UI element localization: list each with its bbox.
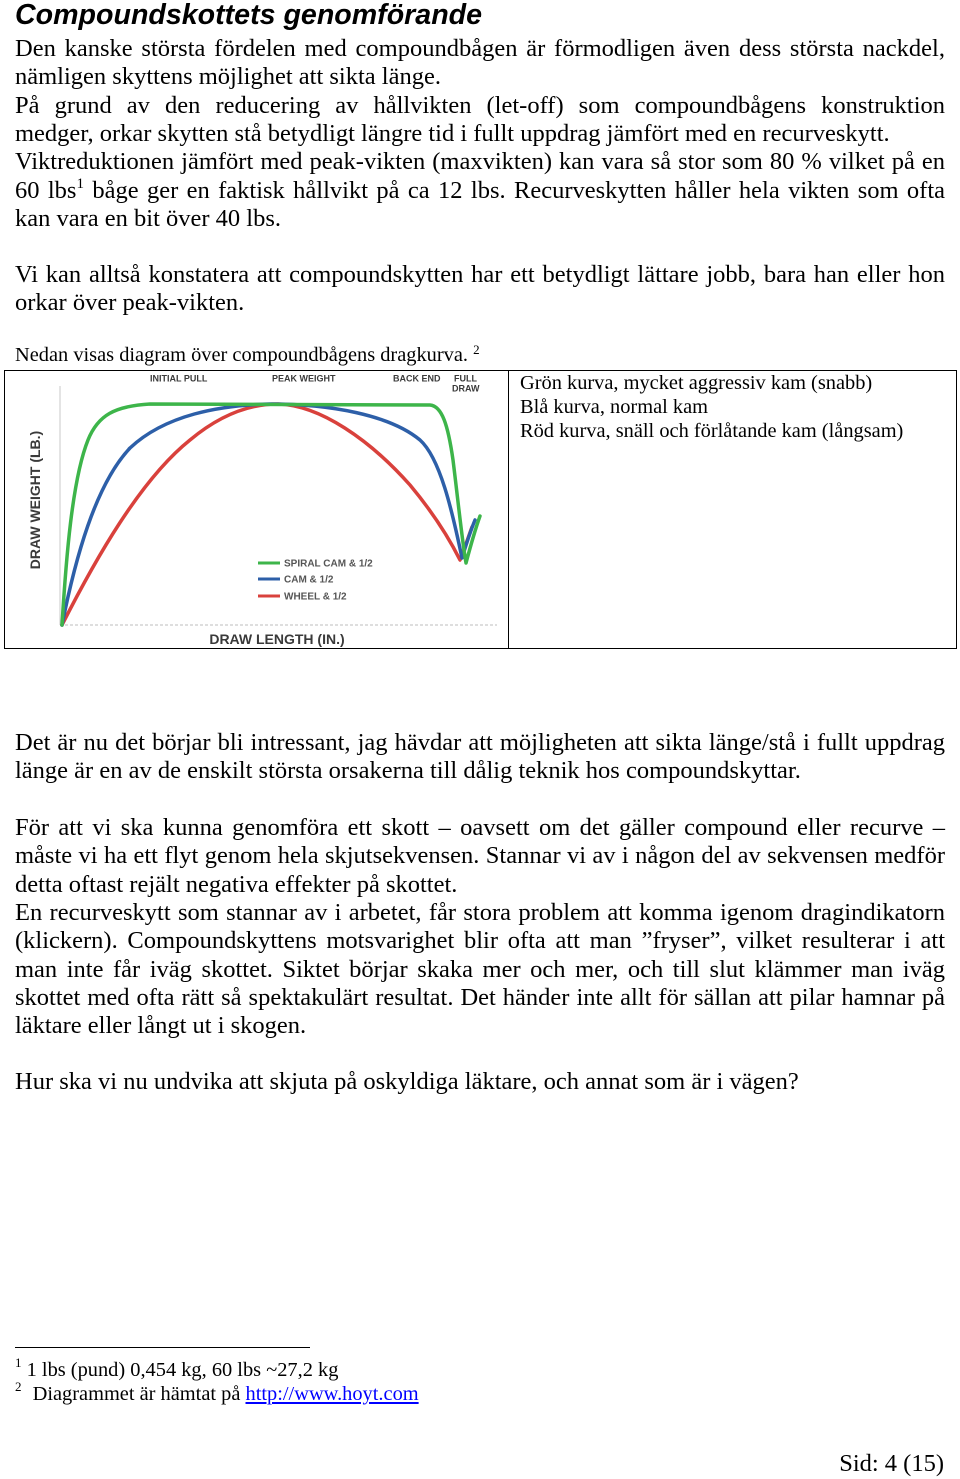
shot-sequence-section <box>15 814 945 1041</box>
phase-label-peak-weight: PEAK WEIGHT <box>272 373 336 384</box>
text-line: kan vara en bit över 40 lbs. <box>15 205 282 233</box>
y-axis-label: DRAW WEIGHT (LB.) <box>27 430 43 570</box>
text-line: För att vi ska kunna genomföra ett skott – oavsett om det gäller compound eller recurve – <box>15 814 945 841</box>
curve-explanation-blue: Blå kurva, normal kam <box>520 396 708 418</box>
text-line: man inte får iväg skottet. Siktet börjar skaka mer och mer, och till slut klämmer man iväg <box>15 955 945 983</box>
text-line: nämligen skyttens möjlighet att sikta länge. <box>15 63 441 91</box>
text-line <box>15 177 945 205</box>
paragraph-main-advantage <box>15 35 945 92</box>
phase-label-line: FULL <box>454 373 477 384</box>
text-line: skottet med ofta rätt så spektakulärt resultat. Det händer inte allt för sällan att pilar hamnar på <box>15 984 945 1012</box>
legend-label-wheel: WHEEL & 1/2 <box>284 591 347 603</box>
text-line: detta oftast rejält negativa effekter på skottet. <box>15 870 458 898</box>
text-line: medger, orkar skytten stå betydligt längre tid i fullt uppdrag jämfört med en recurveskytt. <box>15 120 890 148</box>
table-cell-divider <box>508 370 509 649</box>
text-line: länge är en av de enskilt största orsakerna till dålig teknik hos compoundskyttar. <box>15 757 801 785</box>
paragraph-question <box>15 1068 945 1096</box>
text-fragment: båge ger en faktisk hållvikt på ca 12 lbs. Recurveskytten håller hela vikten som ofta <box>83 176 945 204</box>
paragraph-let-off <box>15 92 945 149</box>
text-line: Vi kan alltså konstatera att compoundskytten har ett betydligt lättare jobb, bara han eller hon <box>15 261 945 288</box>
text-line: Den kanske största fördelen med compoundbågen är förmodligen även dess största nackdel, <box>15 35 945 62</box>
text-line: Det är nu det börjar bli intressant, jag hävdar att möjligheten att sikta länge/stå i fullt uppdrag <box>15 729 945 756</box>
footnote-separator <box>15 1347 310 1348</box>
footnote-reference: 1 <box>76 175 84 192</box>
paragraph-flow <box>15 814 945 899</box>
curve-explanation-green: Grön kurva, mycket aggressiv kam (snabb) <box>520 372 873 394</box>
footnote-reference: 2 <box>473 342 480 357</box>
phase-label-initial-pull: INITIAL PULL <box>150 373 208 384</box>
page-title: Compoundskottets genomförande <box>15 0 483 31</box>
curve-explanation-red: Röd kurva, snäll och förlåtande kam (långsam) <box>520 420 904 442</box>
text-line: På grund av den reducering av hållvikten (let-off) som compoundbågens konstruktion <box>15 91 945 119</box>
footnote-marker: 2 <box>15 1379 22 1394</box>
footnote-text: Diagrammet är hämtat på <box>32 1383 241 1405</box>
paragraph-conclusion <box>15 261 945 318</box>
legend-label-cam: CAM & 1/2 <box>284 574 334 586</box>
footnote-text: 1 lbs (pund) 0,454 kg, 60 lbs ~27,2 kg <box>26 1359 339 1381</box>
draw-force-curve-chart <box>5 371 508 647</box>
paragraph-freezing <box>15 899 945 1041</box>
phase-label-back-end: BACK END <box>393 373 441 384</box>
caption-text: Nedan visas diagram över compoundbågens dragkurva. <box>15 344 468 366</box>
text-fragment: 60 lbs <box>15 176 77 204</box>
phase-label-full-draw <box>452 374 480 394</box>
curve-wheel <box>62 404 472 625</box>
text-line: läktare eller långt ut i skogen. <box>15 1012 307 1040</box>
phase-label-line: DRAW <box>452 383 480 394</box>
intro-section <box>15 35 945 233</box>
diagram-caption <box>15 344 480 368</box>
source-link[interactable]: http://www.hoyt.com <box>245 1383 419 1405</box>
paragraph-technique-issue <box>15 729 945 786</box>
x-axis-label: DRAW LENGTH (IN.) <box>209 631 345 647</box>
text-line: (klickern). Compoundskyttens motsvarighet blir ofta att man ”fryser”, vilket resulterar i att <box>15 927 945 955</box>
page-number: Sid: 4 (15) <box>839 1450 944 1477</box>
text-line: Viktreduktionen jämfört med peak-vikten (maxvikten) kan vara så stor som 80 % vilket på en <box>15 148 945 176</box>
footnote-2 <box>15 1379 419 1406</box>
text-line: En recurveskytt som stannar av i arbetet, får stora problem att komma igenom dragindikatorn <box>15 899 945 927</box>
text-line: Hur ska vi nu undvika att skjuta på oskyldiga läktare, och annat som är i vägen? <box>15 1068 799 1095</box>
paragraph-weight-reduction <box>15 148 945 233</box>
text-line: måste vi ha ett flyt genom hela skjutsekvensen. Stannar vi av i någon del av sekvensen medför <box>15 842 945 870</box>
footnote-1 <box>15 1355 339 1382</box>
curve-explanation <box>520 371 903 443</box>
legend-label-spiral-cam: SPIRAL CAM & 1/2 <box>284 558 373 570</box>
footnote-marker: 1 <box>15 1355 22 1370</box>
text-line: orkar över peak-vikten. <box>15 289 245 317</box>
